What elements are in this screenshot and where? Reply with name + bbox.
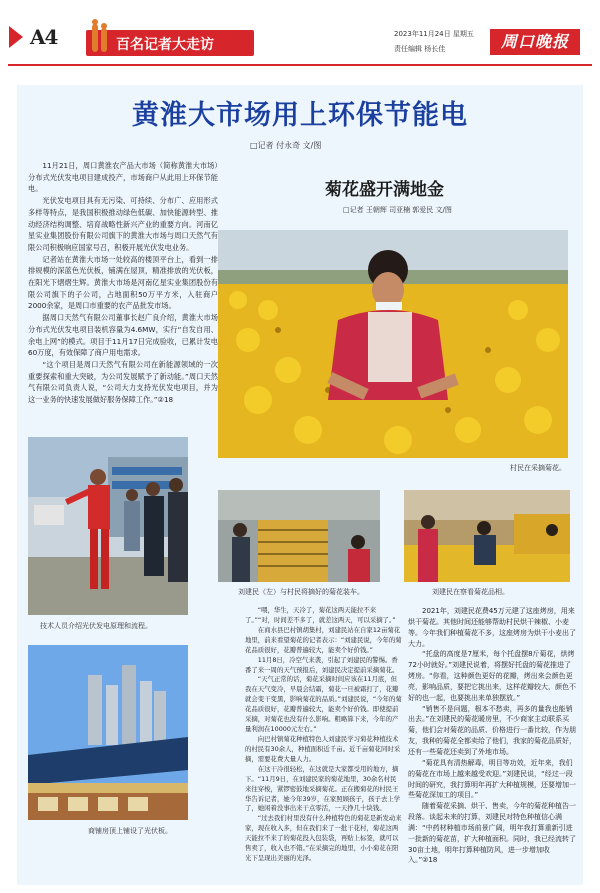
sub-article-body-left [245,606,402,864]
photo-caption: 刘建民在察看菊花品相。 [432,588,509,596]
paragraph: “销售不是问题，根本不愁卖，再多的量我也能销出去。”在刘建民的菊花暖房里，不少商家主动联系买菊，他们会对菊花的品质、价格进行一番比较，作为朋友，我种的菊花全都卖给了他们，我家的菊花品质好，还有一些菊花还卖到了外地市场。 [408,704,576,756]
issue-date: 2023年11月24日 星期五 [394,30,474,38]
paragraph: 11月21日，周口黄淮农产品大市场（简称黄淮大市场）分布式光伏发电项目建成投产，市场商户从此用上环保节能电。 [28,161,218,194]
page-header [0,0,600,64]
drying-rack-photo [218,490,380,582]
photo-caption: 技术人员介绍光伏发电原理和流程。 [40,622,152,630]
paragraph: 11月8日，冷空气来袭，引起了刘建民的警惕。香番了来一周的天气预报后，刘建民决定提前采摘菊花。 [245,655,399,674]
person-icon [92,24,98,52]
article-body [28,160,218,406]
paragraph: 光伏发电项目具有无污染、可持续、分布广、应用形式多样等特点，是我国积极推动绿色低碳、加快能源转型、推动经济结构调整、培育战略性新兴产业的重要方向。河南亿星实业集团股份有限公司旗下的黄淮大市场与周口天然气有限公司积极响应国家号召，积极开展光伏发电业务。 [28,196,218,252]
article-headline: 黄淮大市场用上环保节能电 [132,100,468,131]
paragraph: “托盘的高度是7厘米，每个托盘摆8斤菊花，烘烤72小时就好。”刘建民说着，将摆好托盘的菊花推进了烤房。“你看，这种颜色更好的花瓣，烤出来会颜色更亮，影响品质，要把它挑出来，这样花瓣较大，颜色不好的也一起，也要挑出来单独摆放。” [408,650,576,702]
article-byline: □记者 付永奇 文/图 [250,141,322,150]
paragraph: “天气正常的话，菊花采摘时间应该在11月底，但我在天气变冷，早晨会结霜，菊花一旦被霜打了，花瓣就会变干变黑，影响菊花的品质。”刘建民说，“今年的菊花品质很好，花瓣普遍较大，能卖个好价钱。即使提前采摘，对菊花也没有什么影响。粗略算下来，今年的产量利润在10000元左右。” [245,675,402,734]
sub-article-body-right [408,606,576,866]
paragraph: 向巴村镇菊花种植特色人刘建民学习菊花种植技术的村民有30余人，种植面积近千亩。近千亩菊花同时采摘，需要花费大量人力。 [245,734,401,763]
solar-roof-photo [28,645,188,820]
paragraph: 记者站在黄淮大市场一处较高的楼顶平台上，看到一排排规模的深蓝色光伏板，铺满在屋顶，精准排放的光伏板，在阳光下熠熠生辉。黄淮大市场是河南亿星实业集团股份有限公司旗下的子公司，占地面积50万平方米，入驻商户2000余家，是周口市重要的农产品批发市场。 [28,254,218,311]
paragraph: “菊花具有清热解毒，明目等功效，近年来，我们的菊花在市场上越来越受欢迎。”刘建民说，“经过一段时间的研究，我打算明年再扩大种植规模，还要增加一些菊花深加工的项目。” [408,758,576,800]
photo-caption: 刘建民（左）与村民将摘好的菊花装车。 [238,588,364,596]
technician-photo [28,437,188,615]
editor-credit: 责任编辑 杨长佳 [394,45,446,53]
chevron-right-icon [9,26,23,48]
inspect-flowers-photo [404,490,570,582]
paragraph: 2021年，刘建民花费45万元建了这座烤房，用来烘干菊花。其他时间还能够帮助村民烘干辣椒、小麦等。今年我们种植菊花不多，这座烤房为烘干小麦出了大力。 [408,607,576,648]
sub-headline: 菊花盛开满地金 [325,180,444,200]
paragraph: 据周口天然气有限公司董事长赵广良介绍，黄淮大市场分布式光伏发电项目装机容量为4.6MW，实行“自发自用、余电上网”的模式。项目于11月17日完成验收，已累计发电60万度，有效保障了商户用电需求。 [28,313,218,358]
photo-caption: 村民在采摘菊花。 [510,464,566,472]
header-rule [8,64,592,66]
person-icon [101,28,107,52]
photo-caption: 商铺房顶上铺设了光伏板。 [88,827,172,835]
sub-byline: □记者 王朝辉 司亚楠 郭爱民 文/图 [343,206,452,214]
newspaper-logo: 周口晚报 [490,29,580,55]
paragraph: “喂，华生，天冷了，菊花这两天能拉不来了。”“对，时间差不多了，就差这两天，可以采摘了。” [245,606,396,624]
paragraph: 在商水县巴村镇胡集村，刘建民站在自家12亩菊花地里，前来看望菊花的记者表示：“刘建民说，今年的菊花品质很好，花瓣普遍较大，能卖个好价钱。” [245,625,402,654]
column-banner [86,30,254,56]
paragraph: 在这干冷很轻松，在这就是大家都受用的地方，摘下。“11月9日，在刘建民家的菊花地里，30余名村民来往穿梭，紧锣密鼓地采摘菊花。正在搬菊花的村民王华告诉记者，她今年39岁，在家照顾孩子，孩子去上学了，她闲着没事出来干点零活，一天挣几十块钱。 [245,764,401,813]
paragraph: “这个项目是周口天然气有限公司在新能源领域的一次重要探索和重大突破，为公司发展赋予了新动能。”周口天然气有限公司负责人说，“公司大力支持光伏发电项目，并为这一业务的快速发展做好服务保障工作。”②18 [28,359,218,405]
chrysanthemum-main-photo [218,230,568,458]
paragraph: “过去我们村里没有什么种植特色的菊花是新发动来家，现在收入多，但在我们来了一批干花村，菊花这两天能拉不来了的菊花投入包装袋，再贴上标签，就可以售卖了，收入也不错。”在采摘完的地里，小小菊花在阳光下呈现出美丽的光泽。 [245,814,402,863]
column-title: 百名记者大走访 [116,37,214,53]
paragraph: 随着菊花采摘、烘干、售卖，今年的菊花种植告一段落。谈起未来的打算，刘建民对特色种植信心满满：“中药材种植市场前景广阔，明年我打算重新引进一批新的菊花苗，扩大种植面积。同时，我已经流转了30亩土地，明年打算种植防风，进一步增加收入。”②18 [408,802,576,865]
page-number: A4 [30,25,58,49]
